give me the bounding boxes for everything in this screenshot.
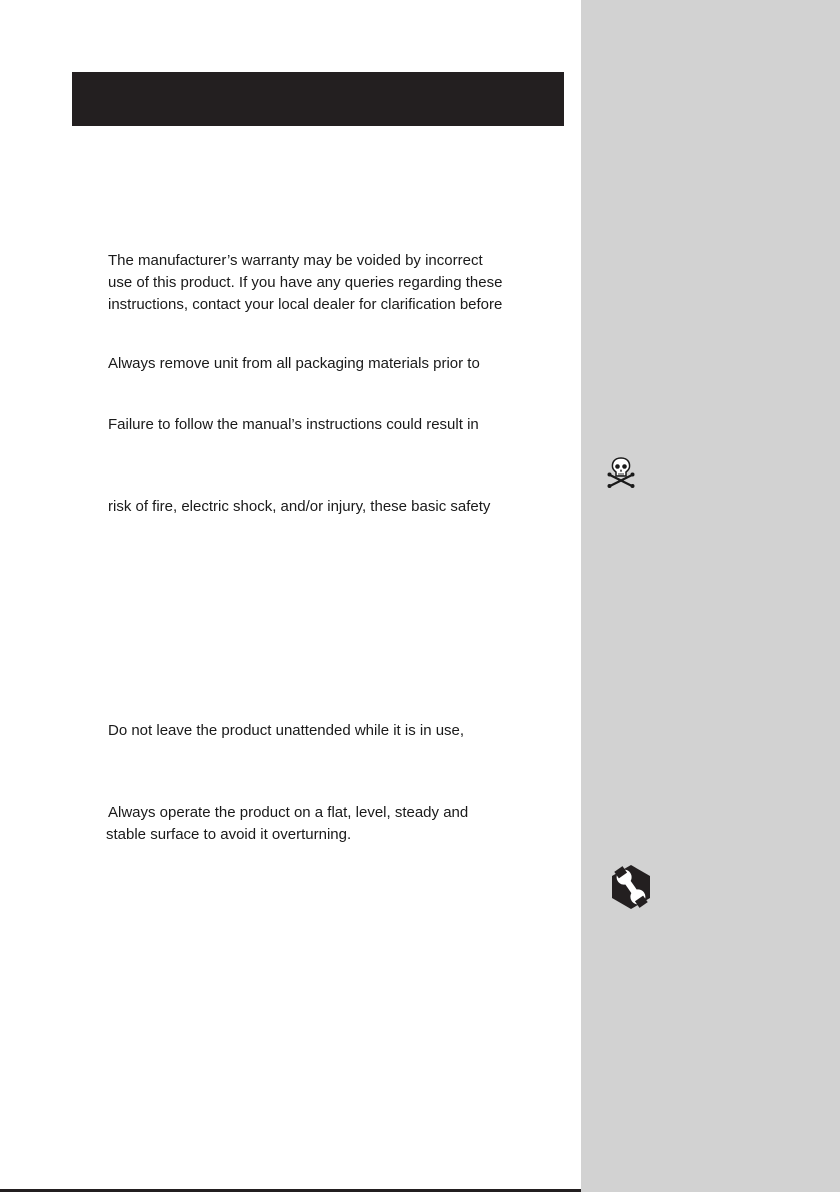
safety-paragraph <box>108 496 490 518</box>
wrench-icon <box>608 864 654 910</box>
text-line: use of this product. If you have any queries regarding these <box>108 274 503 291</box>
packaging-paragraph <box>108 353 480 375</box>
stable-surface-paragraph <box>106 802 468 846</box>
text-line: Always remove unit from all packaging materials prior to <box>108 355 480 372</box>
text-line: risk of fire, electric shock, and/or injury, these basic safety <box>108 498 491 515</box>
text-line: The manufacturer’s warranty may be voided by incorrect <box>108 252 483 269</box>
warranty-paragraph <box>108 250 502 316</box>
section-header-bar <box>72 72 564 126</box>
text-line: Always operate the product on a flat, level, steady and <box>108 804 469 821</box>
text-line: Failure to follow the manual’s instructions could result in <box>108 416 479 433</box>
instructions-paragraph <box>108 414 479 436</box>
text-line: Do not leave the product unattended while it is in use, <box>108 722 465 739</box>
text-line: instructions, contact your local dealer for clarification before <box>108 296 503 313</box>
unattended-paragraph <box>108 720 464 742</box>
sidebar-panel <box>581 0 840 1192</box>
text-line: stable surface to avoid it overturning. <box>106 826 352 843</box>
skull-crossbones-icon <box>605 456 637 488</box>
